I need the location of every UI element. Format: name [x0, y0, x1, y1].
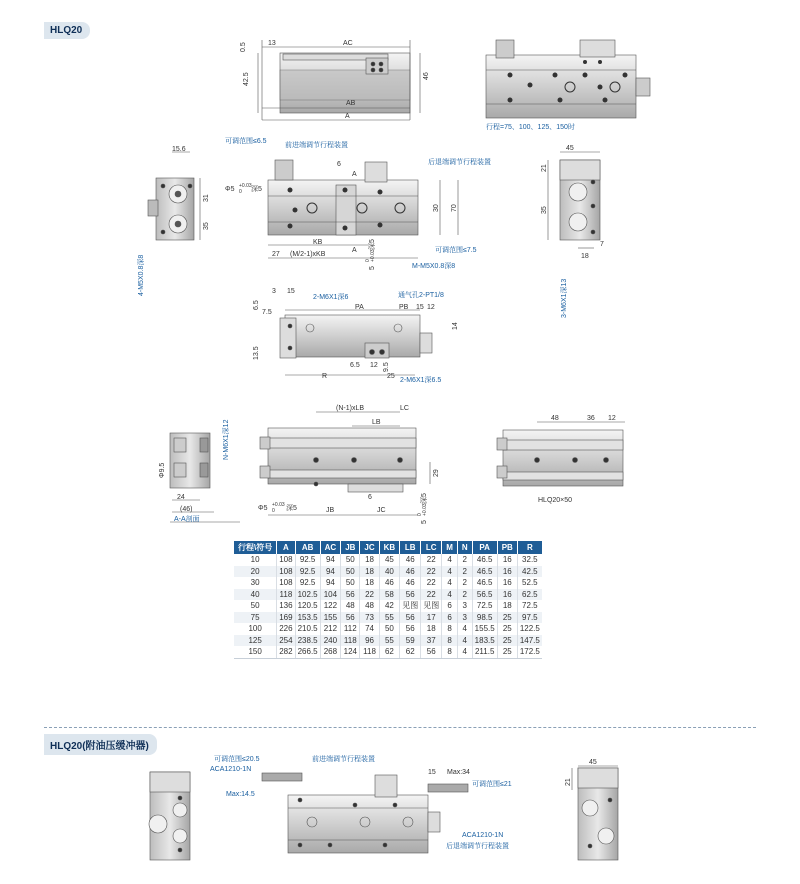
table-cell: 52.5	[522, 578, 538, 588]
thread-note-m6-side: 2-M6X1深6	[313, 294, 349, 301]
table-row	[234, 646, 542, 658]
table-header-cell: KB	[379, 541, 400, 554]
dim-25: 25	[387, 373, 395, 380]
table-cell: 97.5	[517, 612, 542, 624]
table-header-cell: JC	[360, 541, 379, 554]
table-cell: 125	[234, 635, 277, 647]
note-max34: Max:34	[447, 769, 470, 776]
dim-ab: AB	[346, 100, 356, 107]
table-cell: 4	[442, 566, 458, 578]
table-cell: 122	[320, 600, 341, 612]
table-cell: 4	[442, 554, 458, 566]
table-cell: 16	[497, 554, 517, 566]
table-cell: 56	[341, 612, 360, 624]
table-cell: 50	[341, 554, 360, 566]
dim-5-vert: 5	[369, 266, 376, 270]
table-row	[234, 623, 542, 635]
dim-3: 3	[272, 288, 276, 295]
table-cell: 8	[442, 646, 458, 658]
table-cell: 8	[442, 623, 458, 635]
table-cell: 18	[360, 577, 379, 589]
table-cell: 183.5	[472, 635, 497, 647]
label-aca1210-right: ACA1210-1N	[462, 832, 504, 839]
table-cell: 3	[457, 612, 472, 624]
dim-lb: LB	[372, 419, 381, 426]
left-end-view	[148, 152, 200, 240]
dim-6-top: 6	[337, 161, 341, 168]
table-cell: 42.5	[517, 566, 542, 578]
dim-m2-kb: (M/2-1)xKB	[290, 251, 326, 258]
thread-note-m6-right: 3-M6X1深13	[561, 278, 568, 318]
table-row	[234, 589, 542, 601]
dim-35-right: 35	[541, 206, 548, 214]
table-cell: 62	[379, 646, 400, 658]
table-cell: 169	[277, 612, 295, 624]
table-header-cell: PB	[497, 541, 517, 554]
table-cell: 118	[360, 646, 379, 658]
note-adjust-205: 可调范围≤20.5	[214, 756, 260, 763]
table-cell: 18	[360, 566, 379, 578]
dim-135: 13.5	[253, 346, 260, 360]
thread-note-n-m6: N-M6X1深12	[223, 419, 230, 460]
table-cell: 46.5	[472, 566, 497, 578]
table-header-row	[234, 541, 542, 554]
table-row	[234, 612, 542, 624]
dim-46: 46	[423, 72, 430, 80]
table-cell: 155	[320, 612, 341, 624]
table-cell: 18	[360, 554, 379, 566]
dim-7: 7	[600, 241, 604, 248]
table-row	[234, 566, 542, 578]
thread-note-m5-left: 4-M5X0.8深8	[138, 254, 145, 296]
table-cell: 见图	[421, 600, 442, 612]
table-cell: 56	[400, 612, 421, 624]
table-cell: 见图	[400, 600, 421, 612]
table-cell: 254	[277, 635, 295, 647]
dim-05: 0.5	[240, 42, 247, 52]
table-cell: 104	[320, 589, 341, 601]
table-cell: 100	[234, 623, 277, 635]
table-cell: 48	[360, 600, 379, 612]
dim-15-bottom: 15	[428, 769, 436, 776]
table-cell: 102.5	[295, 589, 320, 601]
table-cell: 59	[400, 635, 421, 647]
table-cell: 6	[442, 612, 458, 624]
table-row	[234, 577, 542, 589]
note-depth5-lower-2: 深5	[421, 493, 428, 504]
dim-13: 13	[268, 40, 276, 47]
table-cell: 42	[379, 600, 400, 612]
table-cell: 16	[497, 589, 517, 601]
table-cell: 20	[234, 566, 277, 578]
dim-12-pb: 12	[427, 304, 435, 311]
table-cell: 172.5	[517, 646, 542, 658]
table-cell: 16	[497, 566, 517, 578]
dim-35: 35	[203, 222, 210, 230]
table-header-cell: R	[517, 541, 542, 554]
table-cell: 238.5	[295, 635, 320, 647]
table-cell: 32.5	[522, 555, 538, 565]
table-cell: 17	[421, 612, 442, 624]
dim-24: 24	[177, 494, 185, 501]
tol-zero-2: 0	[365, 259, 371, 262]
right-end-view	[548, 152, 600, 248]
dim-21: 21	[541, 164, 548, 172]
dim-14: 14	[452, 322, 459, 330]
table-cell: 73	[360, 612, 379, 624]
thread-note-m-m5: M-M5X0.8深8	[412, 263, 456, 270]
table-cell: 25	[497, 612, 517, 624]
table-cell: 72.5	[472, 600, 497, 612]
table-cell: 2	[457, 566, 472, 578]
note-phi5: Φ5	[225, 186, 235, 193]
table-row	[234, 635, 542, 647]
table-cell: 56	[400, 623, 421, 635]
table-cell: 62	[400, 646, 421, 658]
table-header-cell: N	[457, 541, 472, 554]
dim-45-bottom: 45	[589, 759, 597, 766]
table-cell: 98.5	[472, 612, 497, 624]
table-cell: 153.5	[295, 612, 320, 624]
note-front-adjust-bottom: 前进端调节行程装置	[312, 756, 375, 763]
table-cell: 92.5	[295, 554, 320, 566]
table-cell: 16	[497, 577, 517, 589]
dim-75-side: 7.5	[262, 309, 272, 316]
note-phi5-lower: Φ5	[258, 505, 268, 512]
table-cell: 122.5	[519, 624, 540, 634]
tol-plus-2: +0.03	[370, 249, 376, 262]
table-cell: 92.5	[295, 566, 320, 578]
note-rear-adjust-bottom: 后退端调节行程装置	[446, 843, 509, 850]
table-cell: 46	[400, 554, 421, 566]
dim-r: R	[322, 373, 328, 380]
table-cell: 6	[442, 600, 458, 612]
table-header-cell: 行程\符号	[234, 541, 277, 554]
dim-65-bottom: 6.5	[350, 362, 360, 369]
table-header-cell: M	[442, 541, 458, 554]
note-vent: 通气孔2-PT1/8	[398, 292, 444, 299]
table-cell: 266.5	[295, 646, 320, 658]
dim-156: 15.6	[172, 146, 186, 153]
table-cell: 46.5	[472, 577, 497, 589]
table-cell: 108	[277, 577, 295, 589]
table-cell: 25	[497, 623, 517, 635]
table-cell: 40	[379, 566, 400, 578]
table-cell: 46	[379, 577, 400, 589]
table-cell: 94	[320, 566, 341, 578]
dim-21-bottom: 21	[565, 778, 572, 786]
stroke-note: 行程=75、100、125、150时	[486, 124, 575, 131]
tol-plus-lower-2: +0.03	[422, 503, 428, 516]
table-cell: 136	[277, 600, 295, 612]
table-cell: 18	[497, 600, 517, 612]
table-cell: 22	[421, 554, 442, 566]
table-cell: 48	[341, 600, 360, 612]
table-cell: 118	[341, 635, 360, 647]
tol-zero-lower-2: 0	[417, 513, 423, 516]
table-cell: 74	[360, 623, 379, 635]
note-front-adjust: 前进端调节行程装置	[285, 142, 348, 149]
table-cell: 46	[400, 577, 421, 589]
note-max145: Max:14.5	[226, 791, 255, 798]
note-depth5-lower: 深5	[286, 505, 297, 512]
table-cell: 8	[442, 635, 458, 647]
table-cell: 50	[379, 623, 400, 635]
table-cell: 268	[320, 646, 341, 658]
table-cell: 211.5	[472, 646, 497, 658]
table-cell: 55	[379, 635, 400, 647]
dim-jb: JB	[326, 507, 335, 514]
table-cell: 58	[379, 589, 400, 601]
table-cell: 25	[497, 635, 517, 647]
table-cell: 56	[421, 646, 442, 658]
table-cell: 124	[341, 646, 360, 658]
table-cell: 150	[234, 646, 277, 658]
table-cell: 22	[421, 577, 442, 589]
dim-12-right: 12	[608, 415, 616, 422]
table-cell: 108	[277, 566, 295, 578]
table-cell: 2	[457, 577, 472, 589]
table-header-cell: JB	[341, 541, 360, 554]
table-row	[234, 600, 542, 612]
table-header-cell: LB	[400, 541, 421, 554]
note-adjust-65: 可调范围≤6.5	[225, 138, 267, 145]
dim-ac: AC	[343, 40, 353, 47]
table-cell: 282	[277, 646, 295, 658]
dim-425: 42.5	[243, 72, 250, 86]
table-cell: 56.5	[472, 589, 497, 601]
bottom-right-end-view	[572, 766, 618, 860]
table-cell: 25	[497, 646, 517, 658]
section-title-hlq20-buffer: HLQ20(附油压缓冲器)	[44, 734, 157, 755]
label-hlq20x50: HLQ20×50	[538, 497, 573, 504]
dim-27: 27	[272, 251, 280, 258]
table-cell: 46.5	[472, 554, 497, 566]
section-a-top: A	[352, 171, 357, 178]
table-header-cell: A	[277, 541, 295, 554]
bottom-main-view	[262, 773, 468, 853]
dim-48: 48	[551, 415, 559, 422]
dim-kb: KB	[313, 239, 323, 246]
label-aa-section: A-A剖面	[174, 516, 200, 523]
section-a-bottom: A	[352, 247, 357, 254]
dim-15-side: 15	[287, 288, 295, 295]
dim-31: 31	[203, 194, 210, 202]
table-cell: 22	[360, 589, 379, 601]
table-cell: 2	[457, 554, 472, 566]
dim-lc: LC	[400, 405, 409, 412]
section-title-hlq20: HLQ20	[44, 22, 90, 39]
tol-zero-lower: 0	[272, 508, 275, 514]
table-cell: 10	[234, 554, 277, 566]
table-cell: 72.5	[522, 601, 538, 611]
table-cell: 50	[341, 577, 360, 589]
dim-30: 30	[433, 204, 440, 212]
table-cell: 56	[400, 589, 421, 601]
table-cell: 75	[234, 612, 277, 624]
top-right-view	[486, 40, 650, 118]
dim-pa: PA	[355, 304, 364, 311]
table-cell: 120.5	[295, 600, 320, 612]
tol-plus-lower: +0.03	[272, 502, 285, 508]
table-cell: 92.5	[295, 577, 320, 589]
dim-5-lower: 5	[421, 520, 428, 524]
dim-a: A	[345, 113, 350, 120]
dim-12-bottom: 12	[370, 362, 378, 369]
lower-long-view	[260, 412, 430, 515]
note-adjust-21: 可调范围≤21	[472, 781, 512, 788]
table-cell: 4	[442, 589, 458, 601]
dim-46-paren: (46)	[180, 506, 193, 513]
table-row	[234, 554, 542, 566]
dim-pb: PB	[399, 304, 409, 311]
tol-plus: +0.03	[239, 183, 252, 189]
table-body	[234, 554, 542, 658]
thread-note-m6-65: 2-M6X1深6.5	[400, 377, 442, 384]
label-aca1210-left: ACA1210-1N	[210, 766, 252, 773]
note-depth5: 深5	[251, 186, 262, 193]
note-rear-adjust: 后退端调节行程装置	[428, 159, 491, 166]
table-cell: 155.5	[472, 623, 497, 635]
table-cell: 226	[277, 623, 295, 635]
table-cell: 118	[277, 589, 295, 601]
table-cell: 30	[234, 577, 277, 589]
table-cell: 94	[320, 577, 341, 589]
table-cell: 3	[457, 600, 472, 612]
dim-jc: JC	[377, 507, 386, 514]
dim-n1-lb: (N-1)xLB	[336, 405, 365, 412]
table-cell: 112	[341, 623, 360, 635]
dim-15-pb: 15	[416, 304, 424, 311]
table-cell: 94	[320, 554, 341, 566]
tol-zero: 0	[239, 189, 242, 195]
dim-29: 29	[433, 469, 440, 477]
note-adjust-75: 可调范围≤7.5	[435, 247, 477, 254]
table-cell: 2	[457, 589, 472, 601]
table-cell: 18	[421, 623, 442, 635]
table-cell: 45	[379, 554, 400, 566]
table-cell: 4	[457, 623, 472, 635]
table-header-cell: AB	[295, 541, 320, 554]
dim-18: 18	[581, 253, 589, 260]
dim-45: 45	[566, 145, 574, 152]
table-header-cell: PA	[472, 541, 497, 554]
table-cell: 147.5	[517, 635, 542, 647]
table-header-cell: LC	[421, 541, 442, 554]
table-cell: 4	[457, 635, 472, 647]
table-cell: 40	[234, 589, 277, 601]
table-cell: 212	[320, 623, 341, 635]
table-cell: 4	[442, 577, 458, 589]
table-cell: 240	[320, 635, 341, 647]
table-cell: 46	[400, 566, 421, 578]
spec-table	[234, 541, 542, 659]
lower-right-view	[497, 422, 625, 486]
dim-70: 70	[451, 204, 458, 212]
table-cell: 108	[277, 554, 295, 566]
bottom-left-end-view	[149, 772, 190, 860]
dim-65-side: 6.5	[253, 300, 260, 310]
dim-phi95: Φ9.5	[159, 462, 166, 478]
table-cell: 50	[341, 566, 360, 578]
dim-36: 36	[587, 415, 595, 422]
table-cell: 22	[421, 589, 442, 601]
table-cell: 55	[379, 612, 400, 624]
note-depth5-2: 深5	[369, 239, 376, 250]
table-cell: 56	[341, 589, 360, 601]
table-cell: 96	[360, 635, 379, 647]
table-cell: 210.5	[295, 623, 320, 635]
table-header-cell: AC	[320, 541, 341, 554]
table-cell: 4	[457, 646, 472, 658]
table-cell: 50	[234, 600, 277, 612]
dim-95-side: 9.5	[383, 362, 390, 372]
table-cell: 22	[421, 566, 442, 578]
top-side-view	[258, 40, 420, 120]
table-cell: 37	[421, 635, 442, 647]
table-cell: 62.5	[517, 589, 542, 601]
dim-6-lower: 6	[368, 494, 372, 501]
